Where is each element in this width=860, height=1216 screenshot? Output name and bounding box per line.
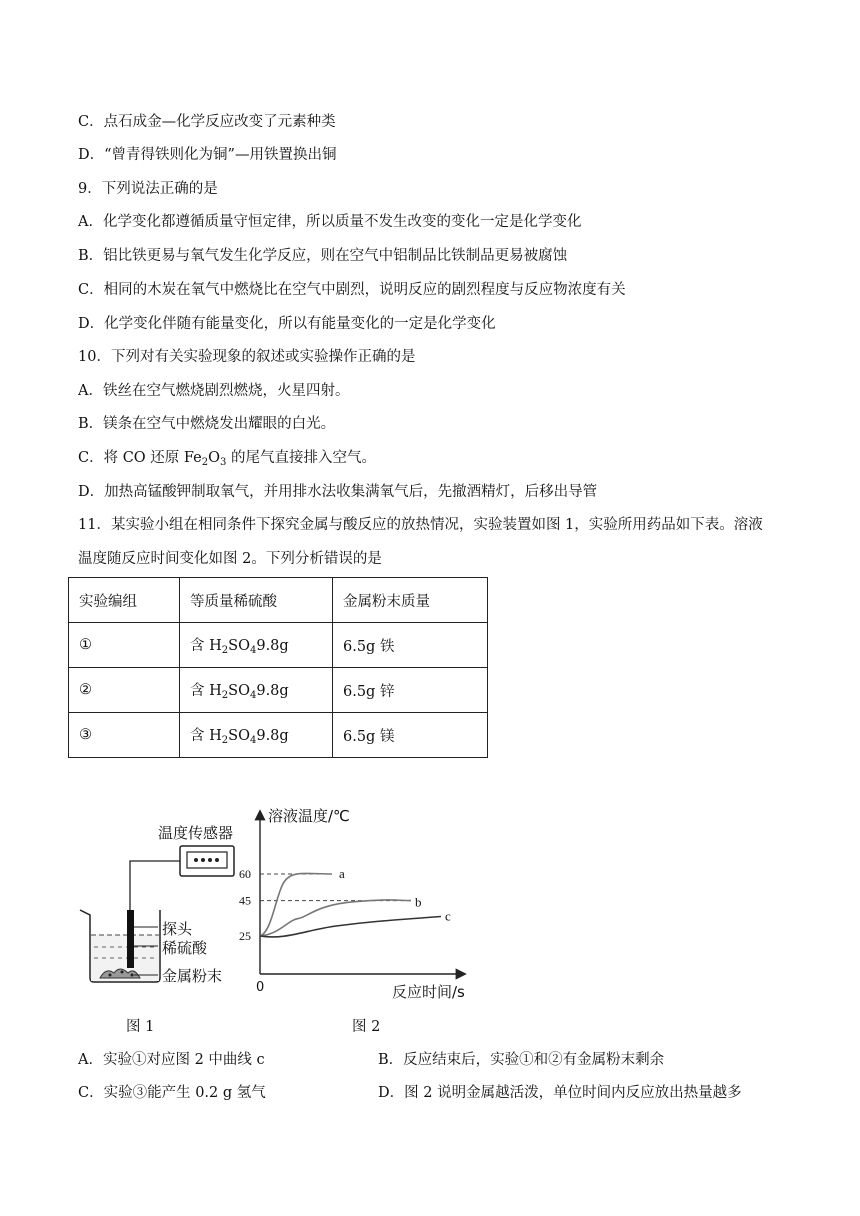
y-tick-label: 60 (239, 867, 251, 881)
table-row (69, 668, 488, 713)
question-11-line1: 11．某实验小组在相同条件下探究金属与酸反应的放热情况，实验装置如图 1，实验所用药品如下表。溶液 (78, 517, 763, 533)
table-header: 等质量稀硫酸 (180, 578, 333, 623)
curve-label: c (445, 908, 451, 924)
curve-a (260, 873, 332, 936)
y-tick-label: 45 (239, 893, 251, 908)
curve-label: a (339, 866, 345, 881)
y-axis-label: 溶液温度/℃ (268, 807, 350, 825)
probe (127, 910, 134, 968)
option-a-q11: A．实验①对应图 2 中曲线 c (78, 1052, 265, 1068)
table-cell-id: ① (69, 623, 180, 668)
table-cell-metal: 6.5g 铁 (333, 623, 488, 668)
label-sensor: 温度传感器 (158, 824, 234, 842)
table-cell-metal: 6.5g 锌 (333, 668, 488, 713)
option-a-q9: A．化学变化都遵循质量守恒定律，所以质量不发生改变的变化一定是化学变化 (78, 214, 582, 230)
sensor-cable (130, 861, 180, 910)
origin-label: 0 (256, 980, 265, 995)
option-b-q9: B．铝比铁更易与氧气发生化学反应，则在空气中铝制品比铁制品更易被腐蚀 (78, 248, 568, 264)
question-11-line2: 温度随反应时间变化如图 2。下列分析错误的是 (78, 551, 382, 567)
curve-label: b (415, 894, 422, 910)
figure-2-chart (236, 800, 476, 1005)
option-d-q10: D．加热高锰酸钾制取氧气，并用排水法收集满氧气后，先撤酒精灯，后移出导管 (78, 484, 598, 500)
figure-2-caption: 图 2 (352, 1019, 381, 1035)
table-cell-id: ③ (69, 713, 180, 758)
question-10: 10．下列对有关实验现象的叙述或实验操作正确的是 (78, 349, 416, 365)
x-axis-label: 反应时间/s (392, 983, 465, 1001)
table-header: 实验编组 (69, 578, 180, 623)
sensor-dot (208, 858, 212, 862)
label-probe: 探头 (162, 920, 193, 938)
powder-grain (109, 974, 112, 977)
table-header-row (69, 578, 488, 623)
table-header: 金属粉末质量 (333, 578, 488, 623)
sensor-display (187, 852, 227, 868)
option-b-q11: B．反应结束后，实验①和②有金属粉末剩余 (378, 1052, 665, 1068)
option-c-q10: C．将 CO 还原 $Fe_2O_3$ 的尾气直接排入空气。 (78, 450, 377, 468)
option-c-q9: C．相同的木炭在氧气中燃烧比在空气中剧烈，说明反应的剧烈程度与反应物浓度有关 (78, 282, 626, 298)
label-powder: 金属粉末 (162, 967, 223, 985)
y-tick-label: 25 (239, 929, 251, 943)
option-d-q8: D．“曾青得铁则化为铜”—用铁置换出铜 (78, 147, 337, 163)
question-9: 9．下列说法正确的是 (78, 181, 218, 197)
curve-b (260, 900, 411, 936)
option-d-q9: D．化学变化伴随有能量变化，所以有能量变化的一定是化学变化 (78, 316, 496, 332)
table-cell-acid: 含 $H_2SO_49.8g$ (180, 668, 333, 713)
option-d-q11: D．图 2 说明金属越活泼，单位时间内反应放出热量越多 (378, 1085, 742, 1101)
curve-c (260, 917, 441, 937)
powder-grain (131, 974, 134, 977)
option-a-q10: A．铁丝在空气燃烧剧烈燃烧，火星四射。 (78, 383, 350, 399)
option-c-q8: C．点石成金—化学反应改变了元素种类 (78, 114, 336, 130)
table-row (69, 623, 488, 668)
powder-grain (121, 971, 124, 974)
table-cell-acid: 含 $H_2SO_49.8g$ (180, 623, 333, 668)
table-row (69, 713, 488, 758)
table-cell-acid: 含 $H_2SO_49.8g$ (180, 713, 333, 758)
sensor-dot (201, 858, 205, 862)
label-acid: 稀硫酸 (162, 939, 208, 957)
option-b-q10: B．镁条在空气中燃烧发出耀眼的白光。 (78, 416, 336, 432)
option-c-q11: C．实验③能产生 0.2 g 氢气 (78, 1085, 266, 1101)
sensor-dot (215, 858, 219, 862)
table-cell-id: ② (69, 668, 180, 713)
sensor-dot (194, 858, 198, 862)
reagent-table (68, 577, 488, 758)
table-cell-metal: 6.5g 镁 (333, 713, 488, 758)
figure-1-caption: 图 1 (126, 1019, 155, 1035)
